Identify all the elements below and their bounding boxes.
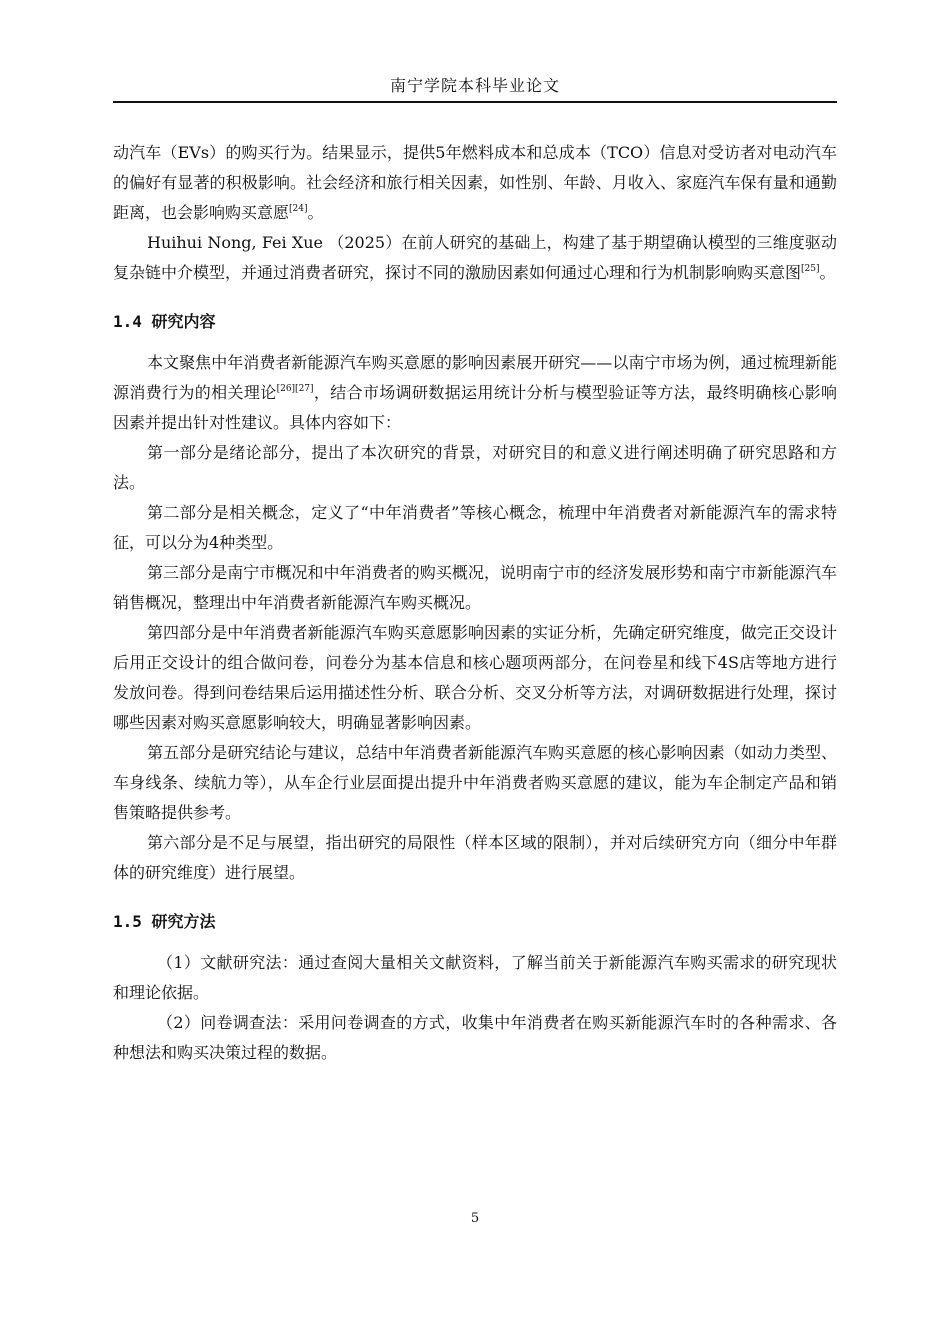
- section-heading-1-4: [113, 310, 837, 334]
- paragraph-part-5: 第五部分是研究结论与建议，总结中年消费者新能源汽车购买意愿的核心影响因素（如动力类型、车身线条、续航力等），从车企行业层面提出提升中年消费者购买意愿的建议，能为车企制定产品和销售策略提供参考。: [113, 743, 837, 822]
- paragraph-ev-study: [113, 138, 837, 228]
- paragraph-tail: 。: [307, 203, 324, 222]
- page-body: [113, 138, 837, 1068]
- paragraph-text: 本文聚焦中年消费者新能源汽车购买意愿的影响因素展开研究——以南宁市场为例，通过梳理新能源消费行为的相关理论: [113, 353, 837, 402]
- paragraph-text: 动汽车（EVs）的购买行为。结果显示，提供5年燃料成本和总成本（TCO）信息对受访者对电动汽车的偏好有显著的积极影响。社会经济和旅行相关因素，如性别、年龄、月收入、家庭汽车保有量和通勤距离，也会影响购买意愿: [113, 143, 837, 222]
- paragraph-method-1: （1）文献研究法：通过查阅大量相关文献资料，了解当前关于新能源汽车购买需求的研究现状和理论依据。: [113, 953, 837, 1002]
- paragraph-method-2: （2）问卷调查法：采用问卷调查的方式，收集中年消费者在购买新能源汽车时的各种需求、各种想法和购买决策过程的数据。: [113, 1013, 837, 1062]
- page-number: 5: [470, 1211, 480, 1226]
- section-number: 1.5: [113, 912, 142, 931]
- paragraph-part-4: 第四部分是中年消费者新能源汽车购买意愿影响因素的实证分析，先确定研究维度，做完正交设计后用正交设计的组合做问卷，问卷分为基本信息和核心题项两部分，在问卷星和线下4S店等地方进行发放问卷。得到问卷结果后运用描述性分析、联合分析、交叉分析等方法，对调研数据进行处理，探讨哪些因素对购买意愿影响较大，明确显著影响因素。: [113, 623, 837, 732]
- paragraph-research-intro: [113, 348, 837, 438]
- paragraph-part-1: 第一部分是绪论部分，提出了本次研究的背景，对研究目的和意义进行阐述明确了研究思路和方法。: [113, 443, 837, 492]
- section-heading-1-5: [113, 910, 837, 934]
- paragraph-part-6: 第六部分是不足与展望，指出研究的局限性（样本区域的限制），并对后续研究方向（细分中年群体的研究维度）进行展望。: [113, 833, 837, 882]
- paragraph-tail: 。: [819, 263, 836, 282]
- citation-24: [24]: [289, 204, 308, 214]
- header-rule: [113, 101, 837, 103]
- paragraph-tail: ，结合市场调研数据运用统计分析与模型验证等方法，最终明确核心影响因素并提出针对性建议。具体内容如下：: [113, 383, 837, 432]
- paragraph-part-2: 第二部分是相关概念，定义了“中年消费者”等核心概念，梳理中年消费者对新能源汽车的需求特征，可以分为4种类型。: [113, 503, 837, 552]
- paragraph-part-3: 第三部分是南宁市概况和中年消费者的购买概况，说明南宁市的经济发展形势和南宁市新能源汽车销售概况，整理出中年消费者新能源汽车购买概况。: [113, 563, 837, 612]
- running-header: 南宁学院本科毕业论文: [389, 76, 560, 95]
- citation-25: [25]: [801, 264, 820, 274]
- paragraph-nong-xue: [113, 228, 837, 288]
- paragraph-text: Huihui Nong, Fei Xue （2025）在前人研究的基础上，构建了基于期望确认模型的三维度驱动复杂链中介模型，并通过消费者研究，探讨不同的激励因素如何通过心理和行为机制影响购买意图: [113, 233, 837, 282]
- section-number: 1.4: [113, 312, 142, 331]
- section-title: 研究内容: [151, 312, 216, 331]
- citation-26-27: [26][27]: [276, 384, 314, 394]
- section-title: 研究方法: [151, 912, 216, 931]
